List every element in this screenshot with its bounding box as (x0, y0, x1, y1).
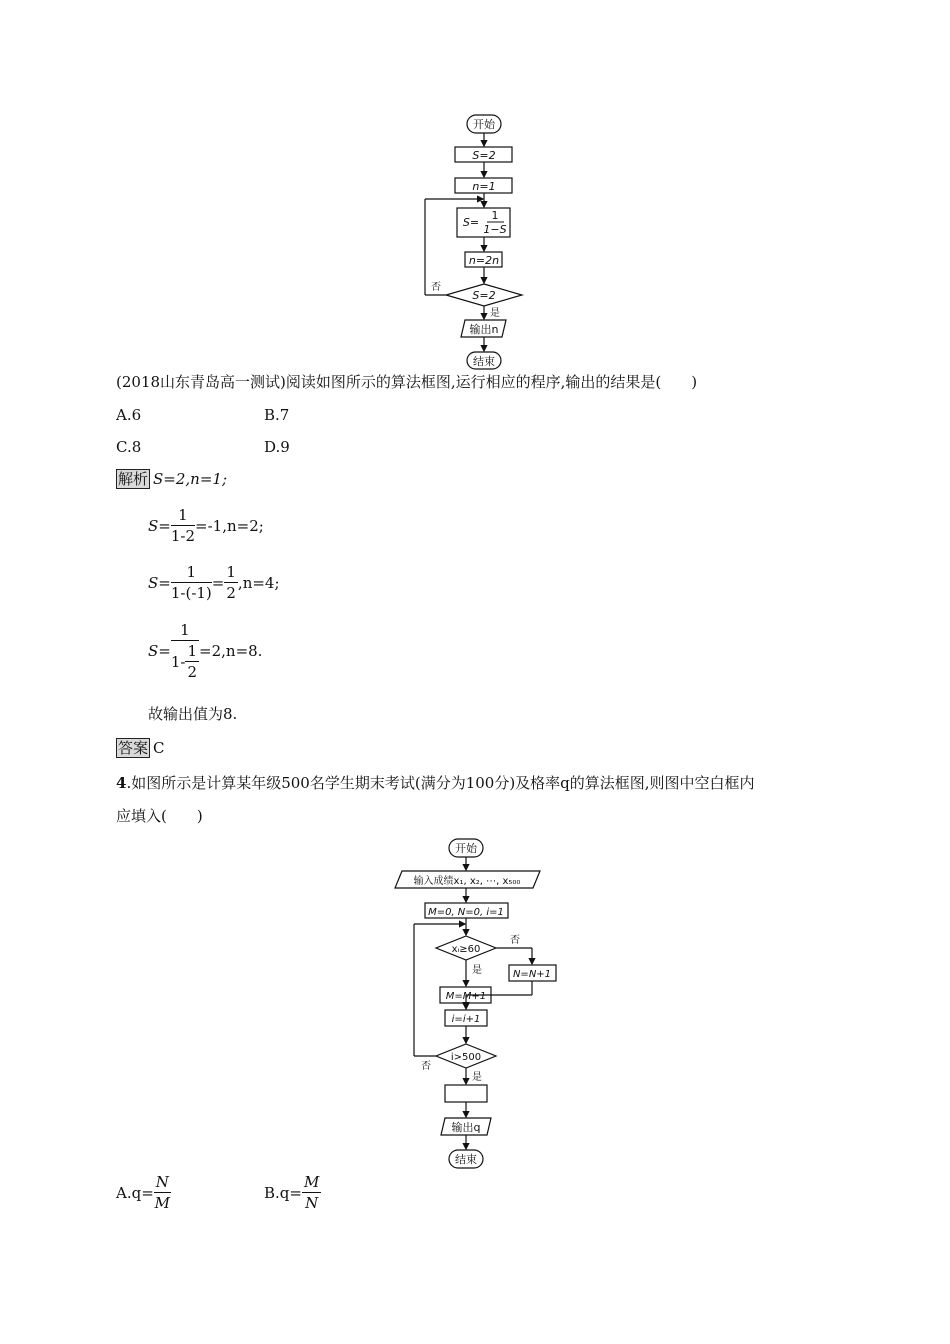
q3-stem: (2018山东青岛高一测试)阅读如图所示的算法框图,运行相应的程序,输出的结果是( ) (116, 373, 698, 391)
yes-label: 是 (490, 308, 500, 319)
step2-right: ,n=4; (237, 573, 280, 592)
n-init-label: n=1 (472, 180, 496, 193)
step3-inner-fraction (185, 641, 199, 682)
i-increment-label: i=i+1 (451, 1014, 481, 1025)
step2-fraction-2 (224, 562, 238, 603)
step-1 (148, 505, 264, 546)
answer-line (116, 738, 165, 758)
q4-stem-line-1 (116, 773, 755, 793)
step2-fraction (171, 562, 212, 603)
no-label-1: 否 (510, 935, 520, 946)
q4-option-a-den: M (154, 1194, 171, 1212)
n-update-label: n=2n (468, 254, 500, 267)
input-label: 输入成绩x₁, x₂, ⋯, x₅₀₀ (413, 876, 521, 887)
end-label: 结束 (473, 355, 495, 368)
step3-inner-num: 1 (187, 642, 198, 660)
step1-fraction (171, 505, 195, 546)
no-label: 否 (431, 282, 441, 293)
score-condition-label: xᵢ≥60 (451, 944, 481, 955)
q4-option-a (116, 1172, 171, 1213)
step2-num: 1 (171, 562, 212, 583)
answer-value: C (153, 739, 165, 757)
init-label: M=0, N=0, i=1 (428, 907, 504, 918)
q4-number: 4 (116, 774, 127, 792)
q3-option-c: C.8 (116, 438, 142, 456)
answer-tag: 答案 (118, 739, 149, 757)
condition-label: S=2 (472, 289, 496, 302)
q4-option-b-label: B.q= (264, 1183, 302, 1202)
conclusion: 故输出值为8. (148, 705, 238, 723)
s-init-label: S=2 (472, 149, 496, 162)
step3-right: =2,n=8. (199, 642, 263, 660)
step3-den (171, 641, 199, 682)
q4-option-a-num: N (155, 1173, 169, 1191)
start-label: 开始 (473, 118, 495, 131)
q3-option-d: D.9 (264, 438, 290, 456)
step-2 (148, 562, 280, 603)
step2-num2: 1 (226, 563, 236, 581)
step1-den: 1-2 (170, 527, 196, 545)
analysis-first: S=2,n=1; (153, 470, 227, 488)
q4-option-b (264, 1172, 321, 1213)
m-increment-label: M=M+1 (445, 991, 487, 1002)
q4-option-a-label: A.q= (116, 1183, 154, 1202)
step1-right: =-1,n=2; (195, 516, 264, 535)
start-label: 开始 (455, 842, 477, 855)
step1-num: 1 (171, 505, 195, 526)
step2-den: 1-(-1) (170, 584, 212, 602)
q3-option-b: B.7 (264, 406, 290, 424)
step2-eq: = (211, 573, 225, 592)
q4-stem-line-2: 应填入( ) (116, 807, 203, 825)
step3-left: S= (148, 642, 171, 660)
loop-condition-label: i>500 (450, 1052, 482, 1063)
step3-fraction (171, 620, 199, 682)
q4-option-b-num: M (303, 1173, 320, 1191)
step1-left: S= (148, 516, 171, 535)
output-label: 输出n (469, 323, 499, 336)
yes-label-2: 是 (472, 1072, 482, 1083)
flowchart-2 (390, 833, 570, 1173)
yes-label-1: 是 (472, 965, 482, 976)
analysis-line (116, 469, 227, 489)
q4-option-b-den: N (305, 1194, 319, 1212)
no-label-2: 否 (421, 1061, 431, 1072)
s-update-den: 1−S (483, 223, 507, 236)
q4-option-b-fraction (302, 1172, 321, 1213)
step3-den-pre: 1- (170, 652, 186, 671)
q4-option-a-fraction (154, 1172, 171, 1213)
s-update-left: S= (462, 216, 480, 229)
step3-num: 1 (171, 620, 199, 641)
step3-inner-den: 2 (187, 663, 198, 681)
step-3 (148, 620, 262, 682)
s-update-num: 1 (491, 209, 499, 222)
step2-left: S= (148, 573, 171, 592)
q3-option-a: A.6 (116, 406, 142, 424)
flowchart-1 (415, 108, 535, 373)
step2-den2: 2 (226, 584, 236, 602)
n-increment-label: N=N+1 (512, 969, 552, 980)
analysis-tag: 解析 (118, 470, 149, 488)
output-label: 输出q (451, 1121, 481, 1134)
blank-box (445, 1085, 487, 1102)
end-label: 结束 (455, 1153, 477, 1166)
q4-stem-1: .如图所示是计算某年级500名学生期末考试(满分为100分)及格率q的算法框图,则图中空白框内 (126, 774, 755, 792)
